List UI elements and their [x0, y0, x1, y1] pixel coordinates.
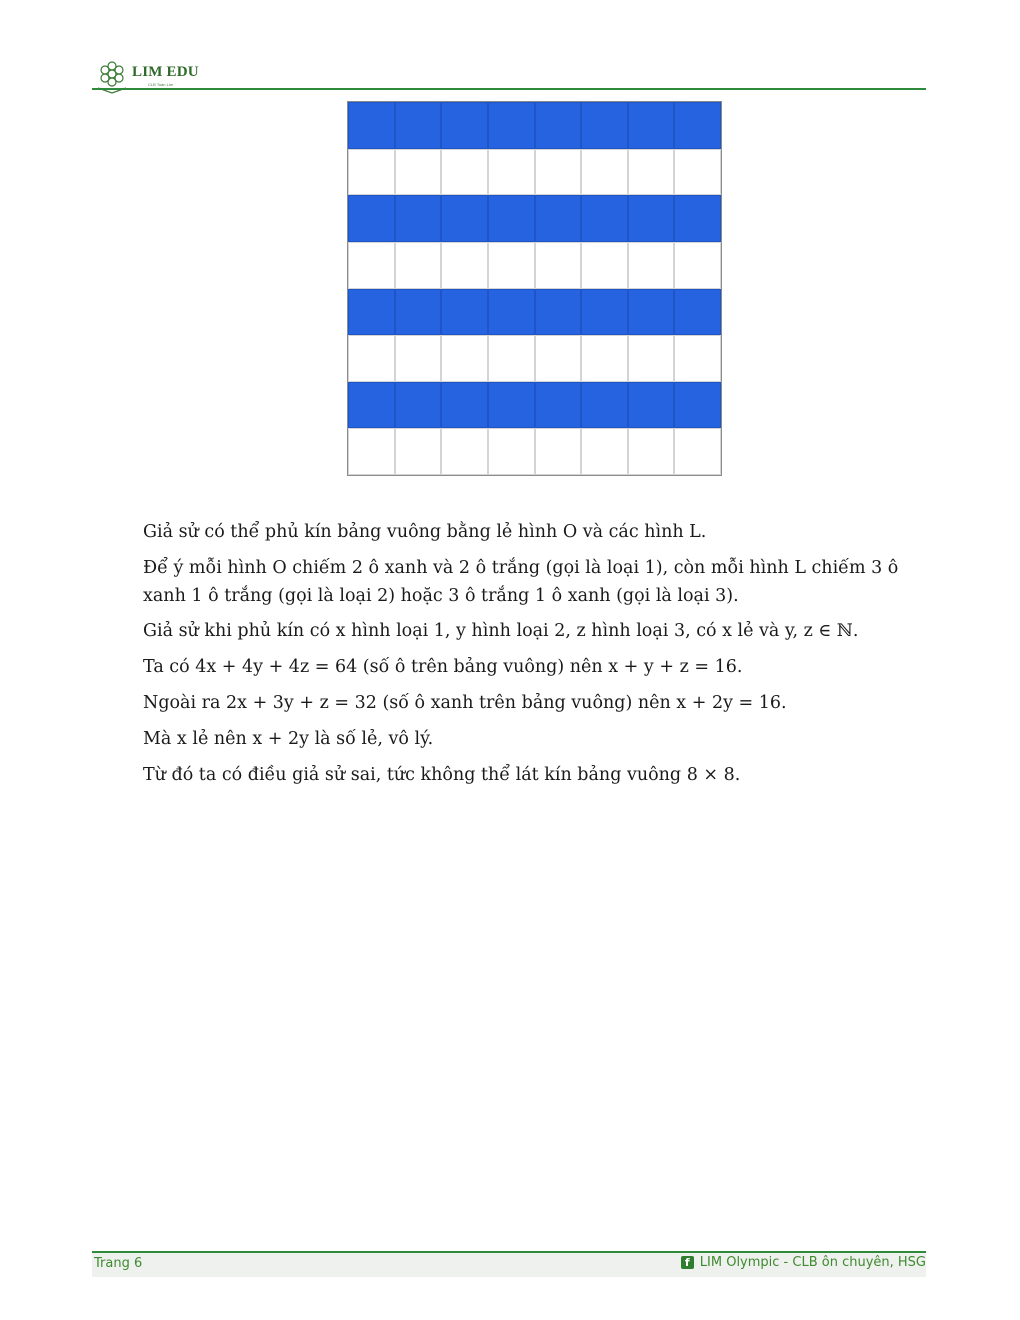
blue-cell [441, 289, 488, 336]
white-cell [674, 242, 721, 289]
blue-cell [535, 102, 582, 149]
blue-cell [348, 195, 395, 242]
blue-cell [535, 382, 582, 429]
white-cell [628, 242, 675, 289]
blue-cell [395, 102, 442, 149]
white-cell [488, 428, 535, 475]
paragraph: Mà x lẻ nên x + 2y là số lẻ, vô lý. [143, 729, 434, 749]
blue-cell [628, 289, 675, 336]
blue-cell [348, 102, 395, 149]
brand-subtitle: CLB Toán Lim [148, 82, 174, 87]
blue-cell [348, 382, 395, 429]
blue-cell [488, 195, 535, 242]
paragraph: Giả sử có thể phủ kín bảng vuông bằng lẻ hình O và các hình L. [143, 522, 707, 542]
white-cell [628, 428, 675, 475]
blue-cell [581, 195, 628, 242]
white-cell [674, 149, 721, 196]
blue-cell [535, 195, 582, 242]
blue-cell [348, 289, 395, 336]
paragraph: Ngoài ra 2x + 3y + z = 32 (số ô xanh trên bảng vuông) nên x + 2y = 16. [143, 693, 787, 713]
white-cell [628, 149, 675, 196]
page-number: Trang 6 [94, 1256, 143, 1271]
blue-cell [395, 195, 442, 242]
white-cell [535, 242, 582, 289]
blue-cell [441, 195, 488, 242]
white-cell [581, 428, 628, 475]
paragraph: Để ý mỗi hình O chiếm 2 ô xanh và 2 ô trắng (gọi là loại 1), còn mỗi hình L chiếm 3 ô xanh 1 ô trắng (gọi là loại 2) hoặc 3 ô trắng 1 ô xanh (gọi là loại 3). [143, 558, 899, 606]
facebook-icon: f [681, 1256, 694, 1269]
white-cell [441, 428, 488, 475]
blue-cell [674, 195, 721, 242]
white-cell [395, 242, 442, 289]
white-cell [535, 335, 582, 382]
solution-text [143, 518, 933, 797]
blue-cell [535, 289, 582, 336]
paragraph: Giả sử khi phủ kín có x hình loại 1, y hình loại 2, z hình loại 3, có x lẻ và y, z ∈ ℕ. [143, 621, 859, 641]
white-cell [395, 428, 442, 475]
white-cell [441, 242, 488, 289]
footer-credit-text: LIM Olympic - CLB ôn chuyên, HSG [699, 1255, 926, 1270]
blue-cell [488, 289, 535, 336]
white-cell [535, 149, 582, 196]
blue-cell [628, 102, 675, 149]
blue-cell [581, 382, 628, 429]
paragraph: Ta có 4x + 4y + 4z = 64 (số ô trên bảng vuông) nên x + y + z = 16. [143, 657, 743, 677]
white-cell [348, 335, 395, 382]
white-cell [441, 149, 488, 196]
blue-cell [581, 102, 628, 149]
white-cell [581, 335, 628, 382]
white-cell [581, 242, 628, 289]
page-header [92, 56, 926, 96]
blue-cell [628, 382, 675, 429]
paragraph: Từ đó ta có điều giả sử sai, tức không thể lát kín bảng vuông 8 × 8. [143, 765, 741, 785]
white-cell [674, 428, 721, 475]
blue-cell [674, 382, 721, 429]
white-cell [674, 335, 721, 382]
blue-cell [488, 382, 535, 429]
brand-name: LIM EDU [132, 64, 199, 80]
blue-cell [488, 102, 535, 149]
blue-cell [395, 382, 442, 429]
white-cell [348, 242, 395, 289]
white-cell [535, 428, 582, 475]
blue-cell [674, 289, 721, 336]
white-cell [581, 149, 628, 196]
blue-cell [395, 289, 442, 336]
blue-cell [441, 382, 488, 429]
white-cell [488, 149, 535, 196]
blue-cell [581, 289, 628, 336]
white-cell [348, 149, 395, 196]
white-cell [441, 335, 488, 382]
blue-cell [674, 102, 721, 149]
blue-cell [628, 195, 675, 242]
white-cell [395, 335, 442, 382]
blue-cell [441, 102, 488, 149]
white-cell [488, 242, 535, 289]
white-cell [488, 335, 535, 382]
chessboard-grid [347, 101, 722, 476]
white-cell [348, 428, 395, 475]
footer-credit [681, 1255, 926, 1270]
white-cell [395, 149, 442, 196]
header-divider [92, 88, 926, 90]
white-cell [628, 335, 675, 382]
